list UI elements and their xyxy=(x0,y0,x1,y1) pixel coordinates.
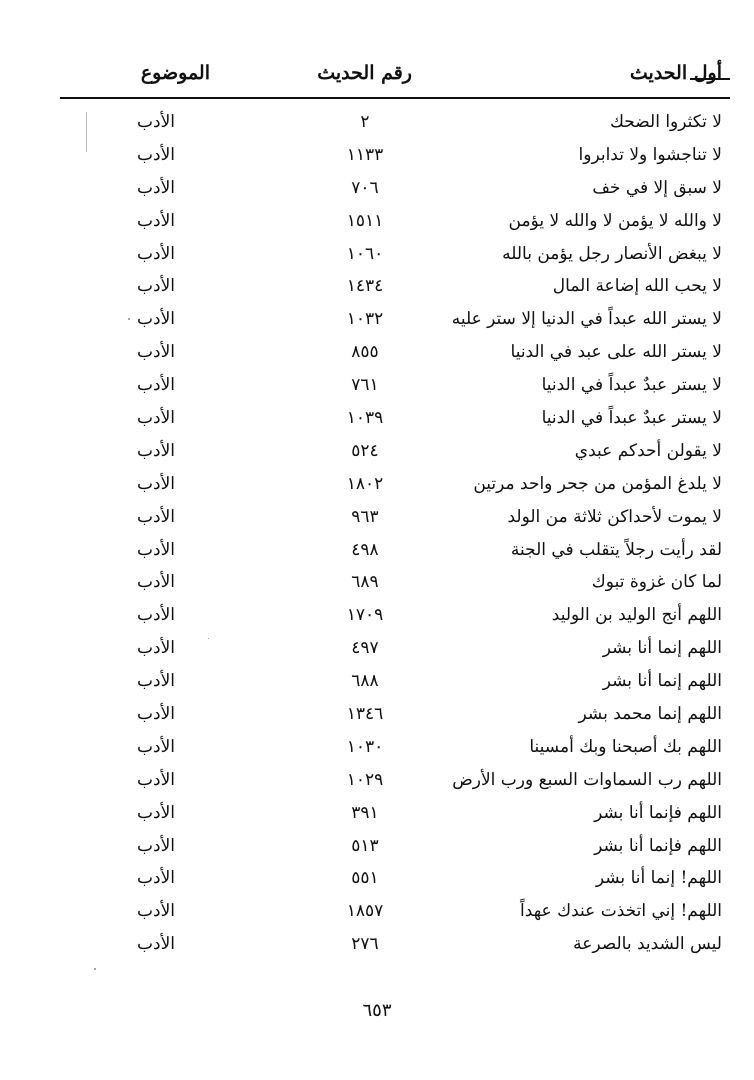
hadith-topic: الأدب xyxy=(137,934,175,955)
hadith-topic: الأدب xyxy=(137,408,175,429)
hadith-first-words: لا يبغض الأنصار رجل يؤمن بالله xyxy=(502,243,722,264)
hadith-topic: الأدب xyxy=(137,901,175,922)
hadith-number: ١٣٤٦ xyxy=(346,704,384,725)
hadith-first-words: لا تناجشوا ولا تدابروا xyxy=(578,144,722,165)
hadith-topic: الأدب xyxy=(137,243,175,264)
hadith-first-words: لا يقولن أحدكم عبدي xyxy=(574,440,722,461)
table-row xyxy=(60,766,730,799)
table-row xyxy=(60,634,730,667)
hadith-number: ٦٨٨ xyxy=(351,671,379,692)
table-row xyxy=(60,174,730,207)
hadith-topic: الأدب xyxy=(137,276,175,297)
table-row xyxy=(60,437,730,470)
hadith-first-words: لقد رأيت رجلاً يتقلب في الجنة xyxy=(510,539,722,560)
hadith-first-words: اللهم إنما أنا بشر xyxy=(602,638,722,659)
hadith-number: ٤٩٨ xyxy=(351,539,379,560)
hadith-topic: الأدب xyxy=(137,210,175,231)
hadith-number: ٩٦٣ xyxy=(351,506,379,527)
hadith-topic: الأدب xyxy=(137,769,175,790)
hadith-topic: الأدب xyxy=(137,112,175,132)
header-hadith-number: رقم الحديث xyxy=(317,62,412,84)
hadith-number: ٨٥٥ xyxy=(351,342,379,363)
hadith-topic: الأدب xyxy=(137,802,175,823)
table-row xyxy=(60,832,730,865)
table-row xyxy=(60,371,730,404)
hadith-first-words: اللهم! إني اتخذت عندك عهداً xyxy=(520,901,722,922)
hadith-number: ٦٨٩ xyxy=(351,572,379,593)
scan-speck xyxy=(208,638,209,639)
header-first-words: أول الحديث xyxy=(629,62,722,84)
hadith-topic: الأدب xyxy=(137,375,175,396)
table-row xyxy=(60,700,730,733)
hadith-number: ١٤٣٤ xyxy=(346,276,384,297)
hadith-topic: الأدب xyxy=(137,309,175,330)
hadith-number: ٥١٣ xyxy=(351,835,379,856)
hadith-first-words: اللهم أنج الوليد بن الوليد xyxy=(551,605,722,626)
hadith-number: ١٨٠٢ xyxy=(346,473,384,494)
hadith-first-words: لا تكثروا الضحك xyxy=(609,112,722,132)
table-row xyxy=(60,240,730,273)
hadith-number: ٧٦١ xyxy=(351,375,379,396)
table-body xyxy=(60,108,730,963)
table-row xyxy=(60,733,730,766)
table-row xyxy=(60,108,730,141)
hadith-first-words: لا يستر عبدٌ عبداً في الدنيا xyxy=(541,375,722,396)
table-row xyxy=(60,207,730,240)
scan-speck xyxy=(94,968,96,970)
hadith-first-words: لا يحب الله إضاعة المال xyxy=(552,276,722,297)
hadith-topic: الأدب xyxy=(137,177,175,198)
hadith-first-words: اللهم إنما أنا بشر xyxy=(602,671,722,692)
hadith-first-words: ليس الشديد بالصرعة xyxy=(573,934,722,955)
scan-speck xyxy=(128,318,130,320)
hadith-first-words: اللهم إنما محمد بشر xyxy=(578,704,722,725)
table-row xyxy=(60,141,730,174)
hadith-number: ٥٢٤ xyxy=(351,440,379,461)
header-rule xyxy=(60,97,730,99)
hadith-first-words: لما كان غزوة تبوك xyxy=(591,572,722,593)
table-row xyxy=(60,864,730,897)
table-row xyxy=(60,897,730,930)
table-row xyxy=(60,503,730,536)
table-row xyxy=(60,305,730,338)
hadith-first-words: اللهم رب السماوات السبع ورب الأرض xyxy=(452,769,722,790)
hadith-number: ٧٠٦ xyxy=(351,177,379,198)
hadith-topic: الأدب xyxy=(137,473,175,494)
table-row xyxy=(60,470,730,503)
table-row xyxy=(60,272,730,305)
hadith-number: ١٥١١ xyxy=(346,210,384,231)
hadith-topic: الأدب xyxy=(137,506,175,527)
table-row xyxy=(60,667,730,700)
hadith-topic: الأدب xyxy=(137,572,175,593)
hadith-first-words: لا يموت لأحداكن ثلاثة من الولد xyxy=(507,506,722,527)
hadith-number: ١٧٠٩ xyxy=(346,605,384,626)
hadith-topic: الأدب xyxy=(137,835,175,856)
table-row xyxy=(60,404,730,437)
hadith-number: ٢٧٦ xyxy=(351,934,379,955)
hadith-topic: الأدب xyxy=(137,605,175,626)
hadith-number: ١٨٥٧ xyxy=(346,901,384,922)
table-header xyxy=(60,62,730,96)
hadith-first-words: اللهم! إنما أنا بشر xyxy=(595,868,722,889)
hadith-topic: الأدب xyxy=(137,342,175,363)
table-row xyxy=(60,568,730,601)
page-number: ٦٥٣ xyxy=(362,1000,392,1021)
hadith-number: ١٠٢٩ xyxy=(346,769,384,790)
table-row xyxy=(60,338,730,371)
hadith-first-words: لا يستر الله على عبد في الدنيا xyxy=(510,342,722,363)
hadith-number: ١١٣٣ xyxy=(346,144,384,165)
hadith-topic: الأدب xyxy=(137,144,175,165)
hadith-first-words: لا يلدغ المؤمن من جحر واحد مرتين xyxy=(473,473,722,494)
hadith-number: ٤٩٧ xyxy=(351,638,379,659)
hadith-topic: الأدب xyxy=(137,671,175,692)
hadith-topic: الأدب xyxy=(137,704,175,725)
hadith-first-words: اللهم بك أصبحنا وبك أمسينا xyxy=(529,736,722,757)
hadith-number: ٥٥١ xyxy=(351,868,379,889)
hadith-number: ٢ xyxy=(360,112,370,132)
hadith-number: ١٠٣٩ xyxy=(346,408,384,429)
hadith-number: ١٠٣٠ xyxy=(346,736,384,757)
hadith-number: ١٠٦٠ xyxy=(346,243,384,264)
table-row xyxy=(60,799,730,832)
header-topic: الموضوع xyxy=(140,62,210,84)
hadith-topic: الأدب xyxy=(137,868,175,889)
hadith-topic: الأدب xyxy=(137,539,175,560)
hadith-first-words: اللهم فإنما أنا بشر xyxy=(594,802,722,823)
hadith-first-words: لا يستر الله عبداً في الدنيا إلا ستر عليه xyxy=(451,309,722,330)
hadith-topic: الأدب xyxy=(137,638,175,659)
table-row xyxy=(60,536,730,569)
hadith-number: ١٠٣٢ xyxy=(346,309,384,330)
table-row xyxy=(60,601,730,634)
hadith-first-words: لا والله لا يؤمن لا والله لا يؤمن xyxy=(508,210,722,231)
table-row xyxy=(60,930,730,963)
hadith-first-words: لا يستر عبدٌ عبداً في الدنيا xyxy=(541,408,722,429)
hadith-topic: الأدب xyxy=(137,440,175,461)
hadith-number: ٣٩١ xyxy=(351,802,379,823)
hadith-first-words: لا سبق إلا في خف xyxy=(592,177,722,198)
hadith-topic: الأدب xyxy=(137,736,175,757)
hadith-first-words: اللهم فإنما أنا بشر xyxy=(594,835,722,856)
